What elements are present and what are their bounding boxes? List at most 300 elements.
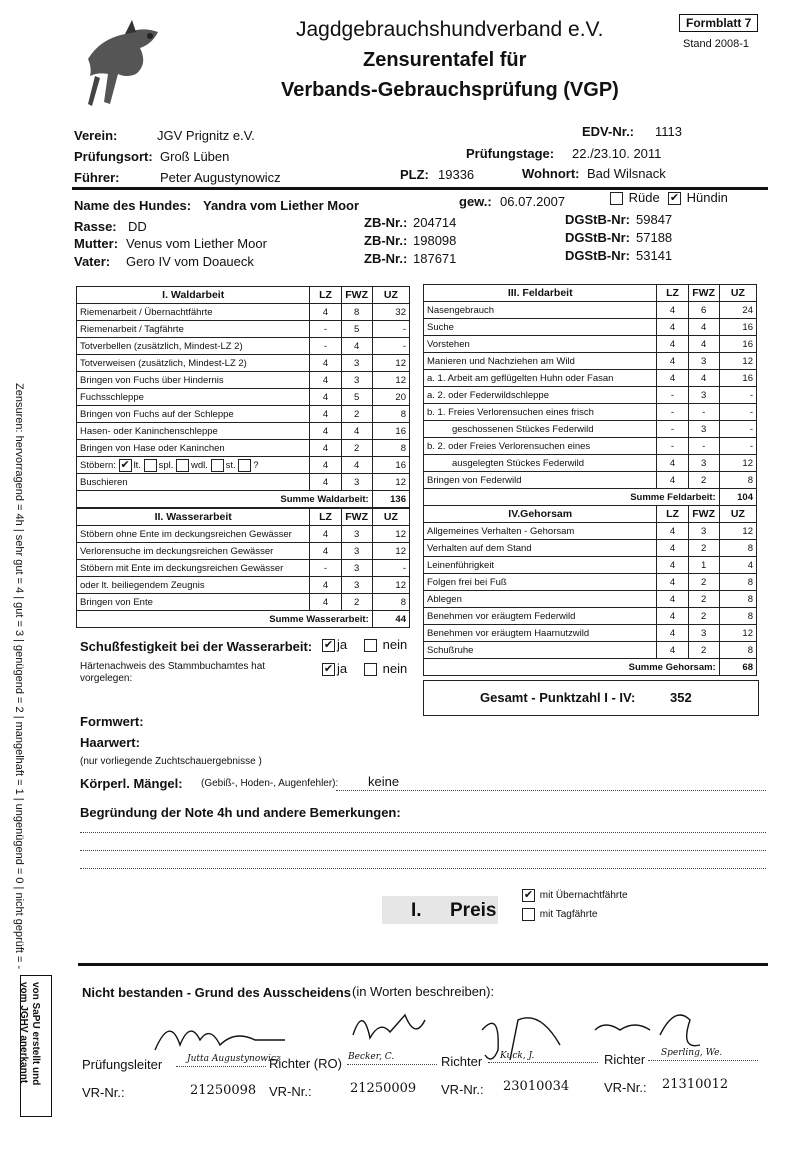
wald-row-fwz: 4 [341,457,372,474]
wasser-row-label: Stöbern ohne Ente im deckungsreichen Gewässer [77,526,310,543]
wald-row-uz: 16 [372,423,409,440]
wald-row-uz: 20 [372,389,409,406]
wasser-row [77,577,410,594]
vater-value: Gero IV vom Doaueck [126,254,254,269]
wald-row [77,474,410,491]
sapu-line2: vom JGHV anerkannt [18,982,29,1084]
wald-row [77,457,410,474]
gew-label: gew.: [459,194,492,209]
form-stand: Stand 2008-1 [683,38,750,50]
wald-sum-label: Summe Waldarbeit: [77,491,373,508]
feld-row [424,438,757,455]
wald-row-fwz: 5 [341,389,372,406]
wasser-row-label: Bringen von Ente [77,594,310,611]
schuss-ja-label: ja [337,637,348,652]
preis-tag-option[interactable] [522,908,597,921]
feld-row-label: a. 2. oder Federwildschleppe [424,387,657,404]
wald-row-fwz: 4 [341,423,372,440]
gehorsam-row-uz: 12 [719,523,756,540]
wald-row [77,355,410,372]
wald-row [77,423,410,440]
tage-label: Prüfungstage: [466,146,555,161]
col-fwz: FWZ [341,509,372,526]
leiter-name: Jutta Augustynowicz [187,1054,281,1064]
schuss-nein-label: nein [382,637,408,652]
feld-row-uz: - [719,438,756,455]
ruede-checkbox[interactable] [610,192,623,205]
wald-row-fwz: 3 [341,474,372,491]
feld-row-uz: 16 [719,336,756,353]
feld-row-label: b. 1. Freies Verlorensuchen eines frisch [424,404,657,421]
feld-row-fwz: 3 [688,353,719,370]
fuehrer-label: Führer: [74,170,120,185]
feld-row-label: Bringen von Federwild [424,472,657,489]
schuss-label: Schußfestigkeit bei der Wasserarbeit: [80,639,313,654]
verein-value: JGV Prignitz e.V. [157,128,255,143]
gehorsam-row-uz: 8 [719,574,756,591]
wald-row-label: Hasen- oder Kaninchenschleppe [77,423,310,440]
wald-row-lz: 4 [310,372,341,389]
dgstb-v-value: 53141 [636,248,673,263]
wald-row-label: Bringen von Fuchs auf der Schleppe [77,406,310,423]
haerte-ja-label: ja [337,661,348,676]
wald-row-fwz: 5 [341,321,372,338]
feld-row-label: a. 1. Arbeit am geflügelten Huhn oder Fasan [424,370,657,387]
stoebern-lt-checkbox[interactable]: ✔ [120,458,130,471]
preis-label: Preis [450,900,497,921]
feld-row [424,336,757,353]
stoebern-st-checkbox[interactable] [211,459,224,472]
wald-row-uz: 12 [372,372,409,389]
wald-row [77,406,410,423]
wohnort-label: Wohnort: [522,166,580,181]
gehorsam-row-label: Ablegen [424,591,657,608]
signature-ro [345,1000,435,1050]
wald-row-fwz: 3 [341,355,372,372]
wald-row-fwz: 4 [341,338,372,355]
gehorsam-row-fwz: 3 [688,625,719,642]
gehorsam-row-lz: 4 [657,523,688,540]
feld-row-label: geschossenen Stückes Federwild [424,421,657,438]
wasser-row-uz: 12 [372,577,409,594]
schuss-ja-checkbox[interactable]: ✔ [323,639,334,652]
tage-value: 22./23.10. 2011 [572,146,662,161]
begruendung-label: Begründung der Note 4h und andere Bemerkungen: [80,805,401,820]
vr1-label: VR-Nr.: [82,1085,125,1100]
wald-row-label: Bringen von Hase oder Kaninchen [77,440,310,457]
feld-row-lz: 4 [657,353,688,370]
feld-title: III. Feldarbeit [424,285,657,302]
haerte-ja[interactable] [322,661,347,676]
stoebern-st-label: st. [225,459,236,471]
feld-row [424,353,757,370]
feld-row-lz: 4 [657,319,688,336]
gehorsam-row-lz: 4 [657,540,688,557]
wald-row-lz: 4 [310,440,341,457]
wald-row [77,321,410,338]
wald-row [77,389,410,406]
gehorsam-row-label: Verhalten auf dem Stand [424,540,657,557]
vr2-label: VR-Nr.: [269,1084,312,1099]
gehorsam-row-fwz: 3 [688,523,719,540]
fuehrer-value: Peter Augustynowicz [160,170,281,185]
mutter-value: Venus vom Liether Moor [126,236,267,251]
zb-m-value: 198098 [413,233,457,248]
col-fwz: FWZ [688,285,719,302]
edv-label: EDV-Nr.: [582,124,635,139]
wald-title: I. Waldarbeit [77,287,310,304]
wasser-row-lz: - [310,560,341,577]
wald-row-fwz: 3 [341,372,372,389]
dgstb-value: 59847 [636,212,673,227]
koerper-label: Körperl. Mängel: [80,776,183,791]
feld-row-label: Suche [424,319,657,336]
gesamt-label: Gesamt - Punktzahl I - IV: [480,690,636,705]
org-name: Jagdgebrauchshundverband e.V. [296,18,604,41]
gehorsam-row-lz: 4 [657,574,688,591]
stoebern-other-label: ? [253,459,259,471]
wasser-row-uz: 12 [372,526,409,543]
mutter-label: Mutter: [74,236,119,251]
gew-value: 06.07.2007 [500,194,566,209]
sapu-line1: von SaPU erstellt und [30,982,41,1086]
feld-row [424,302,757,319]
feld-row [424,319,757,336]
verein-label: Verein: [74,128,118,143]
feld-row-label: ausgelegten Stückes Federwild [424,455,657,472]
wald-row-lz: 4 [310,457,341,474]
gehorsam-row-label: Benehmen vor eräugtem Federwild [424,608,657,625]
wald-row-label: Riemenarbeit / Übernachtfährte [77,304,310,321]
feld-row-lz: 4 [657,336,688,353]
wald-row [77,338,410,355]
ro-label: Richter (RO) [269,1056,342,1071]
haerte-nein[interactable] [364,661,407,676]
feld-row-fwz: 3 [688,387,719,404]
gehorsam-row-fwz: 2 [688,574,719,591]
huendin-checkbox[interactable]: ✔ [669,192,680,205]
col-fwz: FWZ [341,287,372,304]
feld-row [424,421,757,438]
wasser-sum-value: 44 [372,611,409,628]
feld-row-label: Nasengebrauch [424,302,657,319]
feld-row-uz: - [719,421,756,438]
richter3-name: Sperling, We. [661,1048,723,1058]
feld-row-uz: 12 [719,353,756,370]
wasser-row-lz: 4 [310,526,341,543]
gehorsam-row-uz: 12 [719,625,756,642]
feld-row-uz: 16 [719,370,756,387]
zb-value: 204714 [413,215,457,230]
vater-label: Vater: [74,254,111,269]
wald-row-uz: 12 [372,355,409,372]
rasse-label: Rasse: [74,219,117,234]
preis-ueber-option[interactable] [522,889,628,902]
ruede-option[interactable] [610,190,660,205]
col-uz: UZ [372,287,409,304]
haerte-nein-label: nein [382,661,408,676]
dgstb-m-value: 57188 [636,230,673,245]
feld-row-fwz: - [688,438,719,455]
feld-row-lz: - [657,404,688,421]
gehorsam-row-label: Allgemeines Verhalten - Gehorsam [424,523,657,540]
wasser-row-fwz: 3 [341,560,372,577]
feld-sum-value: 104 [719,489,756,506]
feld-row-fwz: 3 [688,455,719,472]
feld-row-lz: - [657,387,688,404]
wald-row-uz: 12 [372,474,409,491]
stoebern-label: Stöbern: [80,459,116,471]
gehorsam-row [424,608,757,625]
gesamt-box [423,680,759,716]
wasser-row-lz: 4 [310,577,341,594]
gehorsam-row [424,574,757,591]
koerper-value: keine [368,774,400,789]
huendin-option[interactable] [668,190,728,205]
ruede-label: Rüde [628,190,660,205]
plz-label: PLZ: [400,167,429,182]
wald-row-lz: 4 [310,304,341,321]
feld-row-lz: - [657,421,688,438]
stoebern-wdl-checkbox[interactable] [176,459,189,472]
col-fwz: FWZ [688,506,719,523]
col-uz: UZ [719,285,756,302]
vr1-value: 21250098 [190,1083,257,1098]
wasser-row-lz: 4 [310,594,341,611]
preis-ueber-checkbox[interactable]: ✔ [523,889,534,901]
title-line2: Verbands-Gebrauchsprüfung (VGP) [281,79,619,101]
gehorsam-row-fwz: 2 [688,540,719,557]
col-uz: UZ [719,506,756,523]
rasse-value: DD [128,219,147,234]
wald-row-label: Totverweisen (zusätzlich, Mindest-LZ 2) [77,355,310,372]
ort-value: Groß Lüben [160,149,230,164]
feld-row [424,387,757,404]
gehorsam-table [423,505,757,676]
feld-row-label: Manieren und Nachziehen am Wild [424,353,657,370]
schuss-nein[interactable] [364,637,407,652]
stoebern-spl-checkbox[interactable] [144,459,157,472]
gehorsam-row-label: Folgen frei bei Fuß [424,574,657,591]
feld-row-lz: 4 [657,302,688,319]
leiter-label: Prüfungsleiter [82,1057,163,1072]
feld-row [424,455,757,472]
wald-row-lz: 4 [310,406,341,423]
haarwert-label: Haarwert: [80,735,140,750]
feld-row [424,472,757,489]
wasser-row-label: oder lt. beiliegendem Zeugnis [77,577,310,594]
feld-row-fwz: 6 [688,302,719,319]
zb-m-label: ZB-Nr.: [364,233,408,248]
haerte-ja-checkbox[interactable]: ✔ [323,663,334,676]
feld-row [424,404,757,421]
feld-row-fwz: - [688,404,719,421]
feld-sum-label: Summe Feldarbeit: [424,489,720,506]
zb-v-value: 187671 [413,251,457,266]
jghv-logo [70,14,170,114]
preis-tag-checkbox[interactable] [522,908,535,921]
feld-row-uz: 8 [719,472,756,489]
wasser-row-fwz: 3 [341,577,372,594]
col-lz: LZ [657,285,688,302]
wald-row-uz: 8 [372,440,409,457]
wald-row-uz: - [372,321,409,338]
gehorsam-row [424,642,757,659]
edv-value: 1113 [655,124,682,139]
ro-name: Becker, C. [348,1052,395,1062]
feld-row-uz: 24 [719,302,756,319]
wald-row-fwz: 2 [341,406,372,423]
gehorsam-row-lz: 4 [657,608,688,625]
plz-value: 19336 [438,167,475,182]
col-lz: LZ [657,506,688,523]
gehorsam-row-uz: 8 [719,591,756,608]
nicht-bestanden-label: Nicht bestanden - Grund des Ausscheidens [82,985,351,1000]
vr3-label: VR-Nr.: [441,1082,484,1097]
wald-row-label: Totverbellen (zusätzlich, Mindest-LZ 2) [77,338,310,355]
wasser-row-uz: 8 [372,594,409,611]
preis-ueber-label: mit Übernachtfährte [539,890,628,902]
signature-leiter [145,1010,295,1060]
gesamt-value: 352 [670,690,692,705]
feld-row-fwz: 4 [688,336,719,353]
gehorsam-row [424,540,757,557]
nicht-bestanden-sub: (in Worten beschreiben): [352,984,495,999]
wald-row-lz: 4 [310,389,341,406]
wald-row [77,304,410,321]
dgstb-label: DGStB-Nr: [565,212,630,227]
wald-row-lz: 4 [310,423,341,440]
wasser-row [77,543,410,560]
gehorsam-sum-value: 68 [719,659,756,676]
gehorsam-row-uz: 8 [719,608,756,625]
gehorsam-title: IV.Gehorsam [424,506,657,523]
waldarbeit-table [76,286,410,508]
wald-row-lz: - [310,321,341,338]
wasser-row-uz: - [372,560,409,577]
wasser-row-lz: 4 [310,543,341,560]
feld-row [424,370,757,387]
wasser-row-uz: 12 [372,543,409,560]
gehorsam-row-label: Leinenführigkeit [424,557,657,574]
schuss-nein-checkbox[interactable] [364,639,377,652]
gehorsam-row-fwz: 2 [688,642,719,659]
haerte-nein-checkbox[interactable] [364,663,377,676]
zb-v-label: ZB-Nr.: [364,251,408,266]
gehorsam-row-lz: 4 [657,591,688,608]
feld-row-lz: 4 [657,370,688,387]
haerte-label: Härtenachweis des Stammbuchamtes hat vorgelegen: [80,661,266,684]
gehorsam-row [424,523,757,540]
wasser-row [77,526,410,543]
col-uz: UZ [372,509,409,526]
feld-row-label: b. 2. oder Freies Verlorensuchen eines [424,438,657,455]
preis-number: I. [411,900,422,921]
wald-row-label: Buschieren [77,474,310,491]
gehorsam-row-uz: 8 [719,540,756,557]
feld-row-fwz: 3 [688,421,719,438]
form-number: Formblatt 7 [679,14,758,32]
vr4-label: VR-Nr.: [604,1080,647,1095]
gehorsam-row-uz: 4 [719,557,756,574]
wasser-row [77,594,410,611]
wald-row-uz: 16 [372,457,409,474]
wald-row-uz: 8 [372,406,409,423]
stoebern-other-checkbox[interactable] [238,459,251,472]
col-lz: LZ [310,509,341,526]
wald-row-fwz: 8 [341,304,372,321]
zb-label: ZB-Nr.: [364,215,408,230]
gehorsam-row-uz: 8 [719,642,756,659]
richter2-name: Kuck, J. [500,1051,535,1061]
wasser-row [77,560,410,577]
gehorsam-row-label: Schußruhe [424,642,657,659]
gehorsam-sum-label: Summe Gehorsam: [424,659,720,676]
feld-row-uz: - [719,387,756,404]
wald-row-label [77,457,310,474]
richter2-label: Richter [441,1054,483,1069]
wald-row-fwz: 2 [341,440,372,457]
feld-row-fwz: 2 [688,472,719,489]
signature-richter2 [470,1010,580,1070]
wohnort-value: Bad Wilsnack [587,166,666,181]
huendin-label: Hündin [686,190,728,205]
wald-row-uz: - [372,338,409,355]
wald-row [77,372,410,389]
gehorsam-row-fwz: 2 [688,608,719,625]
wasser-row-label: Stöbern mit Ente im deckungsreichen Gewässer [77,560,310,577]
dog-name-label: Name des Hundes: [74,198,192,213]
sapu-box [20,975,52,1117]
vr3-value: 23010034 [503,1079,570,1094]
schuss-ja[interactable] [322,637,347,652]
feld-row-label: Vorstehen [424,336,657,353]
wald-row-uz: 32 [372,304,409,321]
wald-row [77,440,410,457]
gehorsam-row-lz: 4 [657,625,688,642]
gehorsam-row-fwz: 1 [688,557,719,574]
gehorsam-row [424,591,757,608]
wald-row-lz: 4 [310,355,341,372]
dog-name-value: Yandra vom Liether Moor [203,198,360,213]
title-line1: Zensurentafel für [363,49,527,71]
koerper-sub: (Gebiß-, Hoden-, Augenfehler): [201,778,339,789]
zensuren-legend: Zensuren: hervorragend = 4h | sehr gut = 4 | gut = 3 | genügend = 2 | mangelhaft = 1 | ungenügend = 0 | nicht geprüft = - [13,383,25,970]
feld-row-fwz: 4 [688,370,719,387]
vr2-value: 21250009 [350,1081,417,1096]
stoebern-lt-label: lt. [133,459,141,471]
richter3-label: Richter [604,1052,646,1067]
feld-row-uz: 16 [719,319,756,336]
wasser-row-label: Verlorensuche im deckungsreichen Gewässer [77,543,310,560]
dgstb-m-label: DGStB-Nr: [565,230,630,245]
wasserarbeit-table [76,508,410,628]
gehorsam-row-lz: 4 [657,642,688,659]
wald-sum-value: 136 [372,491,409,508]
stoebern-spl-label: spl. [158,459,174,471]
haarwert-note: (nur vorliegende Zuchtschauergebnisse ) [80,756,262,767]
feld-row-lz: 4 [657,455,688,472]
feld-row-uz: - [719,404,756,421]
wasser-sum-label: Summe Wasserarbeit: [77,611,373,628]
gehorsam-row [424,625,757,642]
feldarbeit-table [423,284,757,506]
feld-row-uz: 12 [719,455,756,472]
wasser-title: II. Wasserarbeit [77,509,310,526]
wasser-row-fwz: 3 [341,543,372,560]
wasser-row-fwz: 3 [341,526,372,543]
ort-label: Prüfungsort: [74,149,153,164]
